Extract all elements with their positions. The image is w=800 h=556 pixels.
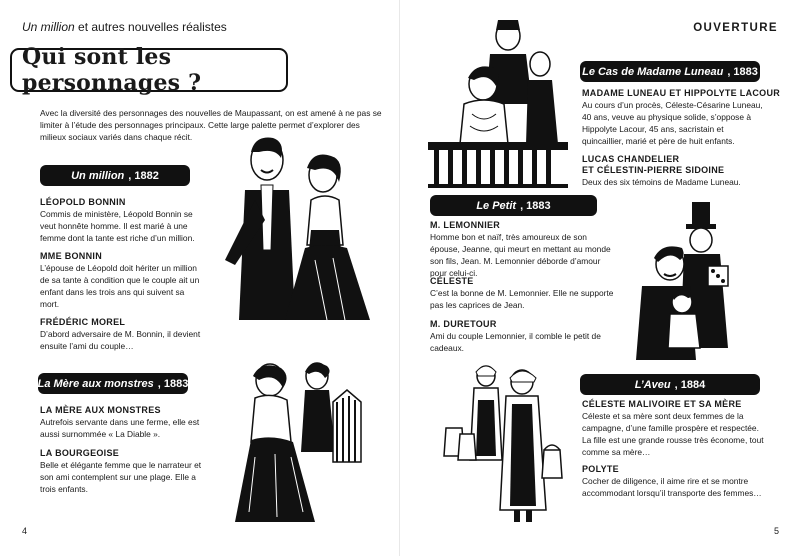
character-desc: Autrefois servante dans une ferme, elle est aussi surnommée « La Diable ». — [40, 417, 200, 439]
story-heading-un-million: Un million , 1882 — [40, 165, 190, 186]
character-name: LÉOPOLD BONNIN — [40, 197, 126, 207]
peasant-women-illustration — [440, 360, 575, 525]
character-desc: Au cours d’un procès, Céleste-Césarine Luneau, 40 ans, veuve au physique solide, s’oppose à Hippolyte Lacour, 45 ans, sacristain et quincaillier, marié et père de huit enfants. — [582, 100, 763, 146]
intro-paragraph: Avec la diversité des personnages des nouvelles de Maupassant, on est amené à ne pas se limiter à l’étude des personnages principaux. Cette large palette permet d’explorer des milieux sociaux variés dans chaque récit. — [40, 108, 382, 142]
character-name: LA BOURGEOISE — [40, 448, 120, 458]
character-name: M. DURETOUR — [430, 319, 497, 329]
character-desc: Deux des six témoins de Madame Luneau. — [582, 177, 741, 187]
character-name: POLYTE — [582, 464, 619, 474]
page-number: 4 — [22, 526, 28, 536]
couple-illustration — [215, 130, 375, 320]
character-name: CÉLESTE MALIVOIRE ET SA MÈRE — [582, 399, 742, 409]
character-desc: D’abord adversaire de M. Bonnin, il devient ensuite l’ami du couple… — [40, 329, 201, 351]
character-name: FRÉDÉRIC MOREL — [40, 317, 126, 327]
story-heading-madame-luneau: Le Cas de Madame Luneau , 1883 — [580, 61, 760, 82]
character-desc: L’épouse de Léopold doit hériter un million de sa tante à condition que le couple ait un enfant dans les trois ans qui suivent sa mort. — [40, 263, 200, 309]
trial-illustration — [428, 14, 568, 189]
character-name: LUCAS CHANDELIER — [582, 154, 680, 164]
character-name: M. LEMONNIER — [430, 220, 501, 230]
character-desc: C’est la bonne de M. Lemonnier. Elle ne supporte pas les caprices de Jean. — [430, 288, 614, 310]
character-name: CÉLESTE — [430, 276, 474, 286]
character-desc: Belle et élégante femme que le narrateur et son ami contemplent sur une plage. Elle a trois enfants. — [40, 460, 202, 494]
character-desc: Homme bon et naïf, très amoureux de son épouse, Jeanne, qui meurt en mettant au monde son fils, Jean. M. Lemonnier déborde d’amour pour celui-ci. — [430, 232, 611, 278]
character-name: LA MÈRE AUX MONSTRES — [40, 405, 161, 415]
character-desc: Commis de ministère, Léopold Bonnin se veut honnête homme. Il est marié à une femme dont la tante est riche d’un million. — [40, 209, 195, 243]
story-heading-la-mere-aux-monstres: La Mère aux monstres , 1883 — [38, 373, 188, 394]
character-desc: Cocher de diligence, il aime rire et se montre accommodant lorsqu’il transporte des femmes… — [582, 476, 762, 498]
page-title: Qui sont les personnages ? — [10, 48, 288, 92]
story-heading-l-aveu: L’Aveu , 1884 — [580, 374, 760, 395]
running-title: Un million et autres nouvelles réalistes — [22, 20, 227, 34]
character-name: MADAME LUNEAU ET HIPPOLYTE LACOUR — [582, 88, 781, 98]
section-label: OUVERTURE — [693, 22, 778, 34]
character-name-line2: ET CÉLESTIN-PIERRE SIDOINE — [582, 165, 725, 175]
story-heading-le-petit: Le Petit , 1883 — [430, 195, 597, 216]
page-number: 5 — [774, 526, 780, 536]
character-desc: Céleste et sa mère sont deux femmes de la campagne, d’une famille prospère et respectée. La fille est une grande rousse très économe, tout comme sa mère… — [582, 411, 764, 457]
right-page — [400, 0, 800, 556]
character-name: MME BONNIN — [40, 251, 102, 261]
father-son-illustration — [620, 198, 735, 360]
character-desc: Ami du couple Lemonnier, il comble le petit de cadeaux. — [430, 331, 601, 353]
beach-women-illustration — [225, 362, 365, 522]
